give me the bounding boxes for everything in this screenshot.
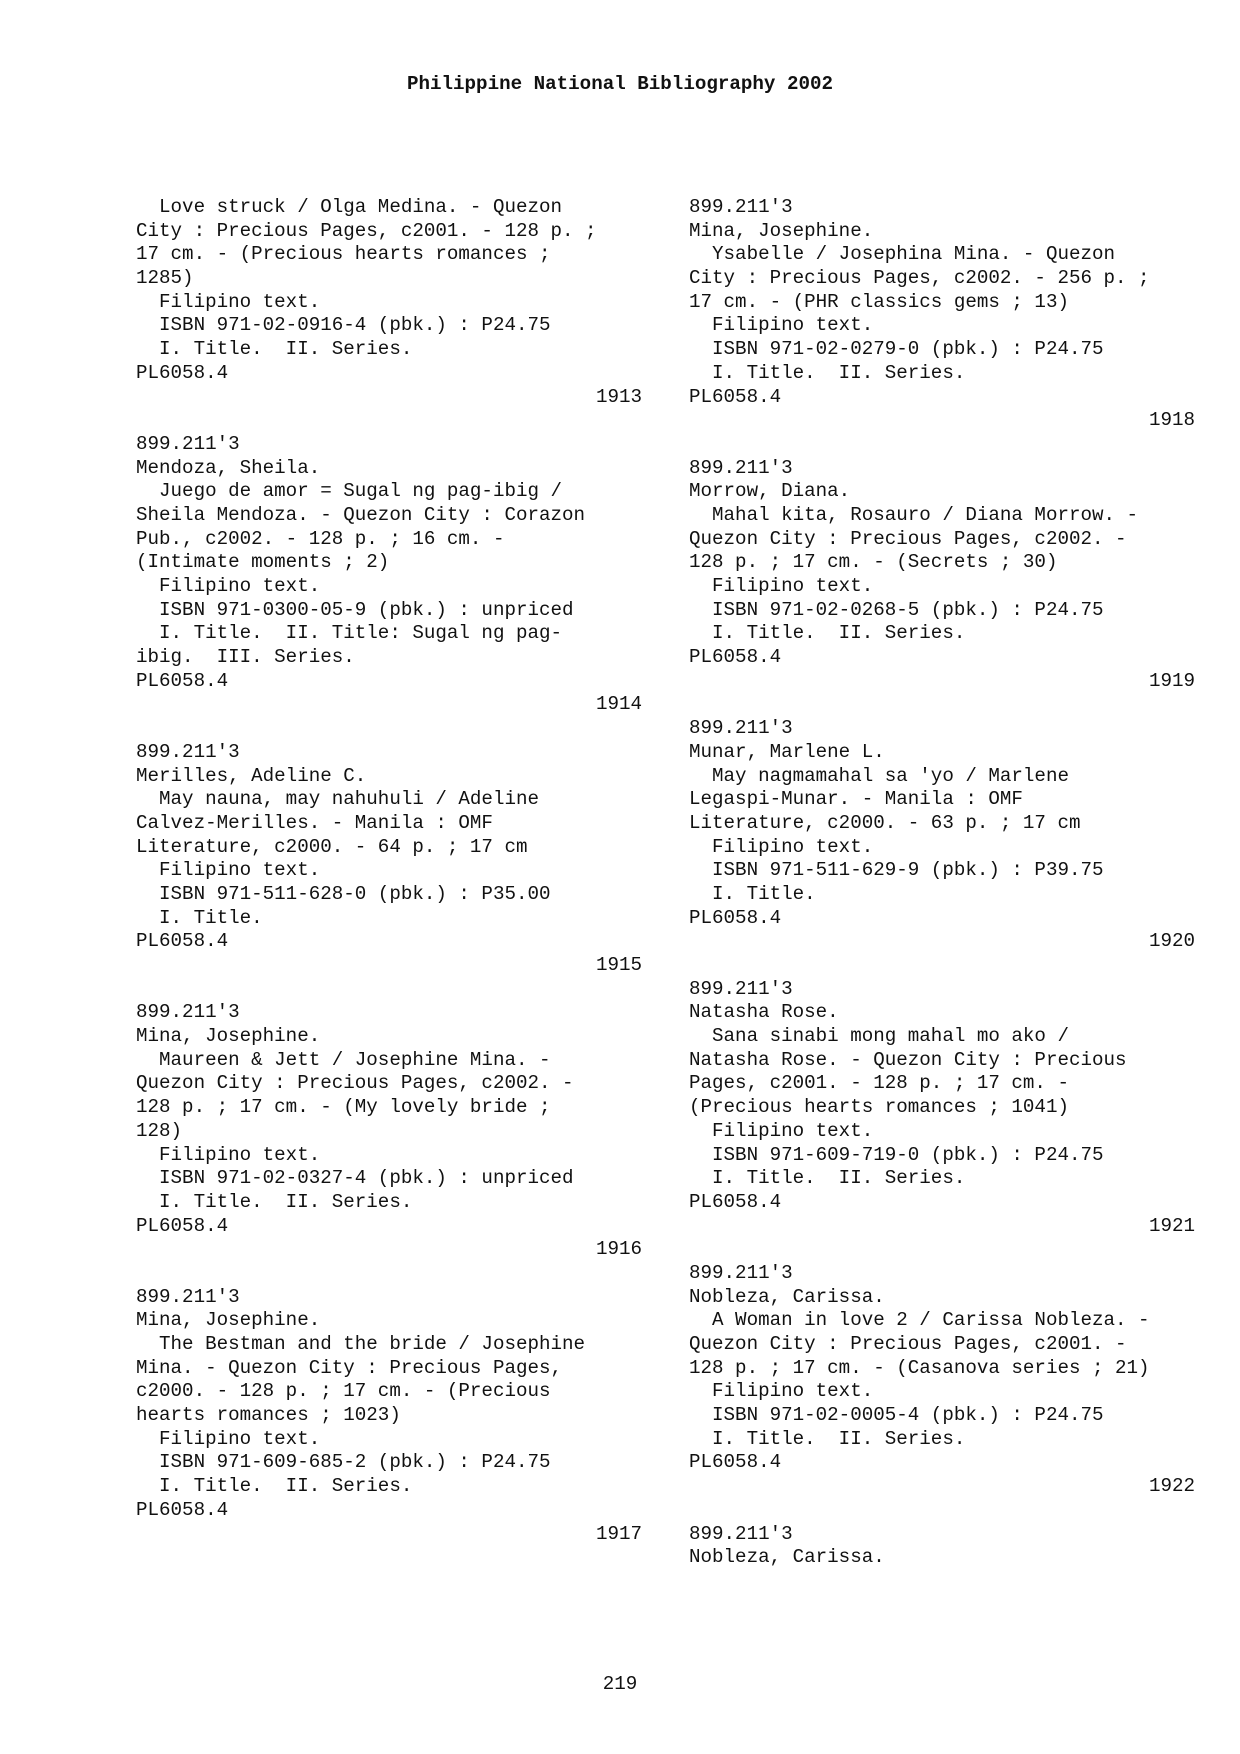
entry-line: Juego de amor = Sugal ng pag-ibig / [136,480,563,503]
entry-line: hearts romances ; 1023) [136,1404,401,1427]
entry-line: 899.211'3 [689,977,793,1000]
entry-number: 1919 [1148,669,1195,692]
entry-line: Mina. - Quezon City : Precious Pages, [136,1356,563,1379]
entry-line: Munar, Marlene L. [689,740,885,763]
entry-line: Maureen & Jett / Josephine Mina. - [136,1048,551,1071]
entry-line: Natasha Rose. - Quezon City : Precious [689,1048,1127,1071]
entry-number: 1921 [1148,1214,1195,1237]
entry-line: Filipino text. [136,1427,321,1450]
entry-number: 1920 [1148,930,1195,953]
entry-line: City : Precious Pages, c2001. - 128 p. ; [136,219,597,242]
entry-line: 128) [136,1119,183,1142]
entry-separator [136,409,642,433]
entry-line: ISBN 971-609-719-0 (pbk.) : P24.75 [689,1143,1104,1166]
entry-line: PL6058.4 [136,361,229,384]
entry-line: PL6058.4 [136,1214,229,1237]
entry-line: (Precious hearts romances ; 1041) [689,1096,1069,1119]
entry-number: 1914 [595,693,642,716]
entry-line: Filipino text. [689,1380,874,1403]
entry-line: Mendoza, Sheila. [136,456,321,479]
entry-line: Filipino text. [689,1119,874,1142]
entry-line: I. Title. II. Title: Sugal ng pag- [136,622,563,645]
entry-line: 899.211'3 [136,1001,240,1024]
entry-line: I. Title. II. Series. [136,338,413,361]
entry-line: Ysabelle / Josephina Mina. - Quezon [689,243,1116,266]
entry-line: ISBN 971-609-685-2 (pbk.) : P24.75 [136,1451,551,1474]
entry-line: ISBN 971-511-629-9 (pbk.) : P39.75 [689,859,1104,882]
entry-separator [136,1262,642,1286]
entry-line: The Bestman and the bride / Josephine [136,1333,586,1355]
entry-line: 17 cm. - (Precious hearts romances ; [136,243,551,266]
entry-line: A Woman in love 2 / Carissa Nobleza. - [689,1309,1150,1332]
entry-line: (Intimate moments ; 2) [136,551,390,574]
entry-number: 1917 [595,1522,642,1545]
entry-line: City : Precious Pages, c2002. - 256 p. ; [689,267,1150,290]
entry-separator [689,433,1195,457]
entry-line: 899.211'3 [689,1261,793,1284]
entry-line: PL6058.4 [689,385,782,408]
entry-number: 1922 [1148,1475,1195,1498]
entry-line: ISBN 971-02-0916-4 (pbk.) : P24.75 [136,314,551,337]
entry-line: ISBN 971-02-0279-0 (pbk.) : P24.75 [689,338,1104,361]
entry-line: May nauna, may nahuhuli / Adeline [136,788,540,811]
entry-line: 899.211'3 [689,456,793,479]
entry-line: PL6058.4 [136,930,229,953]
entry-line: ibig. III. Series. [136,646,355,669]
entry-line: PL6058.4 [689,906,782,929]
entry-line: Nobleza, Carissa. [689,1285,885,1308]
entry-number: 1915 [595,954,642,976]
entry-line: Morrow, Diana. [689,480,851,503]
entry-line: ISBN 971-02-0005-4 (pbk.) : P24.75 [689,1404,1104,1427]
right-column [689,196,1195,1570]
entry-line: Mina, Josephine. [136,1309,321,1332]
entry-line: I. Title. II. Series. [136,1190,413,1213]
entry-line: May nagmamahal sa 'yo / Marlene [689,764,1069,787]
entry-line: Sheila Mendoza. - Quezon City : Corazon [136,503,586,526]
entry-line: Natasha Rose. [689,1001,839,1024]
entry-line: 899.211'3 [136,740,240,763]
entry-line: Filipino text. [136,1143,321,1166]
entry-line: Merilles, Adeline C. [136,764,367,787]
entry-line: Mahal kita, Rosauro / Diana Morrow. - [689,503,1139,526]
entry-separator [136,717,642,741]
entry-line: 899.211'3 [689,196,793,218]
entry-number: 1913 [595,385,642,408]
entry-line: Filipino text. [689,314,874,337]
entry-line: 899.211'3 [136,432,240,455]
entry-line: Literature, c2000. - 64 p. ; 17 cm [136,835,528,858]
entry-line: 128 p. ; 17 cm. - (My lovely bride ; [136,1096,551,1119]
entry-line: 128 p. ; 17 cm. - (Secrets ; 30) [689,551,1058,574]
entry-line: I. Title. [689,882,816,905]
entry-line: Calvez-Merilles. - Manila : OMF [136,811,493,834]
entry-line: Filipino text. [136,859,321,882]
entry-line: c2000. - 128 p. ; 17 cm. - (Precious [136,1380,551,1403]
entry-line: Nobleza, Carissa. [689,1546,885,1569]
page-number: 219 [602,1673,638,1695]
entry-line: Mina, Josephine. [689,219,874,242]
entry-line: I. Title. II. Series. [689,1167,966,1190]
entry-separator [689,1238,1195,1262]
entry-line: PL6058.4 [689,1190,782,1213]
entry-line: 899.211'3 [689,717,793,740]
entry-line: 17 cm. - (PHR classics gems ; 13) [689,290,1069,313]
entry-line: Love struck / Olga Medina. - Quezon [136,196,563,218]
entry-line: ISBN 971-0300-05-9 (pbk.) : unpriced [136,598,574,621]
left-column [136,196,642,1546]
entry-line: 1285) [136,267,194,290]
entry-line: PL6058.4 [689,1451,782,1474]
entry-separator [689,693,1195,717]
entry-line: I. Title. II. Series. [689,361,966,384]
entry-line: Literature, c2000. - 63 p. ; 17 cm [689,811,1081,834]
entry-separator [689,1499,1195,1523]
entry-line: Legaspi-Munar. - Manila : OMF [689,788,1023,811]
entry-line: PL6058.4 [136,669,229,692]
entry-line: Filipino text. [689,835,874,858]
entry-line: ISBN 971-02-0327-4 (pbk.) : unpriced [136,1167,574,1190]
entry-line: 128 p. ; 17 cm. - (Casanova series ; 21) [689,1356,1150,1379]
entry-line: Filipino text. [689,575,874,597]
entry-line: 899.211'3 [689,1522,793,1545]
entry-line: Sana sinabi mong mahal mo ako / [689,1025,1069,1048]
entry-line: I. Title. II. Series. [689,1427,966,1450]
entry-line: Pub., c2002. - 128 p. ; 16 cm. - [136,527,505,550]
entry-line: Filipino text. [136,290,321,313]
page-title: Philippine National Bibliography 2002 [406,73,834,95]
entry-line: Quezon City : Precious Pages, c2002. - [689,527,1127,550]
entry-number: 1918 [1148,409,1195,432]
entry-line: ISBN 971-511-628-0 (pbk.) : P35.00 [136,882,551,905]
entry-line: Quezon City : Precious Pages, c2002. - [136,1072,574,1095]
entry-line: I. Title. II. Series. [689,622,966,645]
entry-line: I. Title. II. Series. [136,1475,413,1498]
entry-line: PL6058.4 [136,1498,229,1521]
entry-line: 899.211'3 [136,1285,240,1308]
entry-separator [136,978,642,1002]
entry-line: Quezon City : Precious Pages, c2001. - [689,1333,1127,1355]
entry-line: I. Title. [136,906,263,929]
entry-line: PL6058.4 [689,646,782,669]
entry-line: ISBN 971-02-0268-5 (pbk.) : P24.75 [689,598,1104,621]
entry-number: 1916 [595,1238,642,1261]
entry-line: Mina, Josephine. [136,1025,321,1048]
entry-line: Pages, c2001. - 128 p. ; 17 cm. - [689,1072,1069,1095]
entry-separator [689,954,1195,978]
entry-line: Filipino text. [136,575,321,597]
